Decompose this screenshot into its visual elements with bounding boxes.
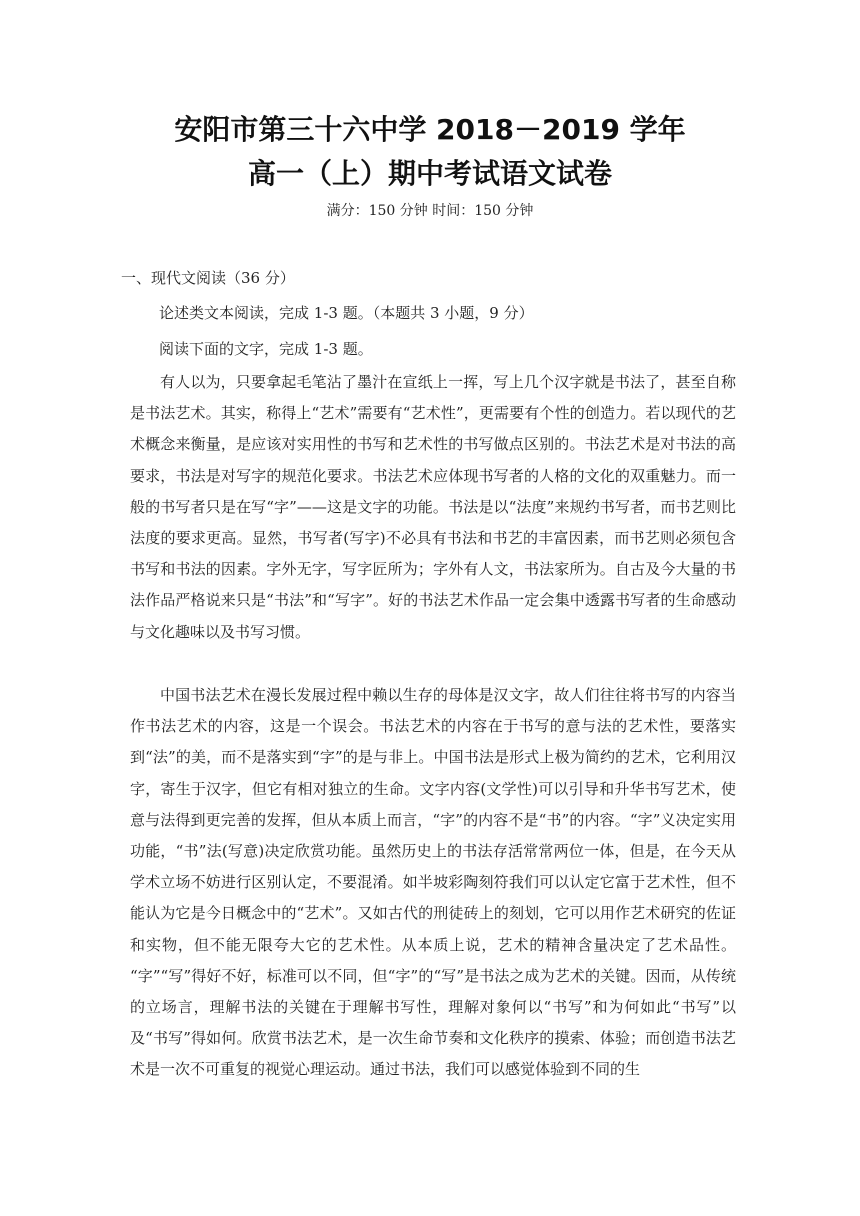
section-heading: 一、现代文阅读（36 分） [121, 269, 295, 287]
passage-paragraph-1: 有人以为，只要拿起毛笔沾了墨汁在宣纸上一挥，写上几个汉字就是书法了，甚至自称是书法艺术。其实，称得上“艺术”需要有“艺术性”，更需要有个性的创造力。若以现代的艺术概念来衡量，是应该对实用性的书写和艺术性的书写做点区别的。书法艺术是对书法的高要求，书法是对写字的规范化要求。书法艺术应体现书写者的人格的文化的双重魅力。而一般的书写者只是在写“字”——这是文字的功能。书法是以“法度”来规约书写者，而书艺则比法度的要求更高。显然，书写者(写字)不必具有书法和书艺的丰富因素，而书艺则必须包含书写和书法的因素。字外无字，写字匠所为；字外有人文，书法家所为。自古及今大量的书法作品严格说来只是“书法”和“写字”。好的书法艺术作品一定会集中透露书写者的生命感动与文化趣味以及书写习惯。 [130, 373, 736, 641]
exam-title-line1: 安阳市第三十六中学 2018－2019 学年 [174, 113, 686, 146]
exam-title-line2: 高一（上）期中考试语文试卷 [247, 157, 612, 190]
passage-paragraph-2: 中国书法艺术在漫长发展过程中赖以生存的母体是汉文字，故人们往往将书写的内容当作书法艺术的内容，这是一个误会。书法艺术的内容在于书写的意与法的艺术性，要落实到“法”的美，而不是落实到“字”的是与非上。中国书法是形式上极为简约的艺术，它利用汉字，寄生于汉字，但它有相对独立的生命。文字内容(文学性)可以引导和升华书写艺术，使意与法得到更完善的发挥，但从本质上而言，“字”的内容不是“书”的内容。“字”义决定实用功能，“书”法(写意)决定欣赏功能。虽然历史上的书法存活常常两位一体，但是，在今天从学术立场不妨进行区别认定，不要混淆。如半坡彩陶刻符我们可以认定它富于艺术性，但不能认为它是今日概念中的“艺术”。又如古代的刑徒砖上的刻划，它可以用作艺术研究的佐证和实物，但不能无限夸大它的艺术性。从本质上说，艺术的精神含量决定了艺术品性。 “字”“写”得好不好，标准可以不同，但“字”的“写”是书法之成为艺术的关键。因而，从传统的立场言，理解书法的关键在于理解书写性，理解对象何以“书写”和为何如此“书写”以及“书写”得如何。欣赏书法艺术，是一次生命节奏和文化秩序的摸索、体验；而创造书法艺术是一次不可重复的视觉心理运动。通过书法，我们可以感觉体验到不同的生 [130, 686, 736, 1079]
exam-info: 满分：150 分钟 时间：150 分钟 [326, 203, 534, 219]
subsection-heading: 论述类文本阅读，完成 1-3 题。（本题共 3 小题，9 分） [159, 304, 534, 322]
reading-instruction: 阅读下面的文字，完成 1-3 题。 [159, 340, 373, 358]
